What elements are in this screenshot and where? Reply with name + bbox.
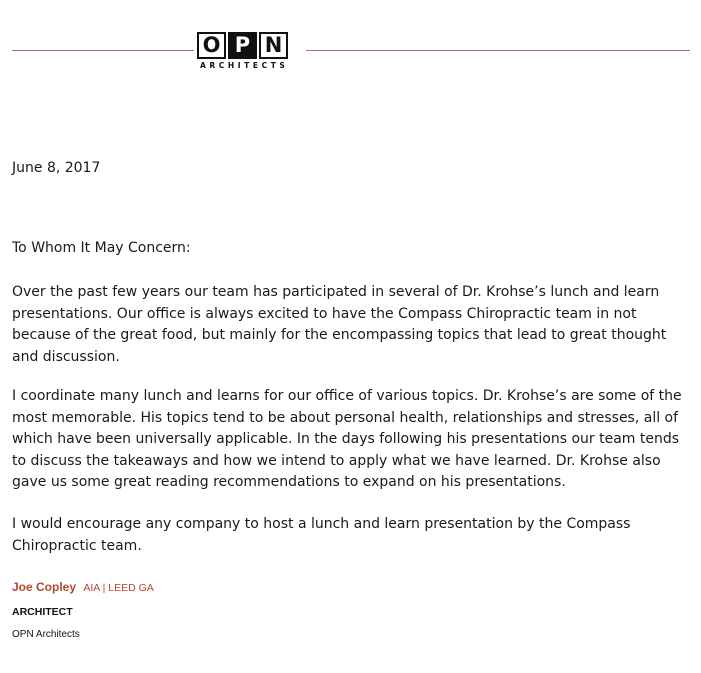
letter-date: June 8, 2017 (12, 160, 101, 176)
paragraph-line: Over the past few years our team has participated in several of Dr. Krohse’s lunch and learn (12, 284, 660, 300)
paragraph-line: I coordinate many lunch and learns for our office of various topics. Dr. Krohse’s are some of the (12, 388, 682, 404)
paragraph-line: to discuss the takeaways and how we intend to apply what we have learned. Dr. Krohse also (12, 452, 661, 469)
paragraph-line: I would encourage any company to host a lunch and learn presentation by the Compass (12, 516, 631, 532)
letter-paragraph-1 (12, 282, 666, 368)
logo-letter-p: P (228, 32, 257, 59)
paragraph-line: Chiropractic team. (12, 537, 142, 554)
letterhead-rule-right (306, 50, 690, 51)
signer-credentials: AIA | LEED GA (83, 582, 154, 594)
letter-paragraph-2 (12, 386, 682, 494)
signature-line (12, 580, 154, 594)
paragraph-line: most memorable. His topics tend to be about personal health, relationships and stresses, all of (12, 409, 679, 426)
paragraph-line: because of the great food, but mainly for the encompassing topics that lead to great thought (12, 327, 667, 343)
paragraph-line: and discussion. (12, 348, 120, 365)
logo-letter-n: N (259, 32, 288, 59)
letter-paragraph-3 (12, 514, 630, 557)
logo-subtitle: ARCHITECTS (200, 61, 289, 70)
opn-logo (197, 32, 293, 70)
signer-company: OPN Architects (12, 629, 80, 640)
letterhead-rule-left (12, 50, 194, 51)
paragraph-line: which have been universally applicable. In the days following his presentations our team tends (12, 431, 680, 447)
signer-name: Joe Copley (12, 580, 77, 594)
paragraph-line: gave us some great reading recommendations to expand on his presentations. (12, 474, 566, 490)
paragraph-line: presentations. Our office is always excited to have the Compass Chiropractic team in not (12, 305, 637, 322)
logo-letter-o: O (197, 32, 226, 59)
letter-salutation: To Whom It May Concern: (12, 240, 191, 256)
signer-title: ARCHITECT (12, 606, 73, 618)
